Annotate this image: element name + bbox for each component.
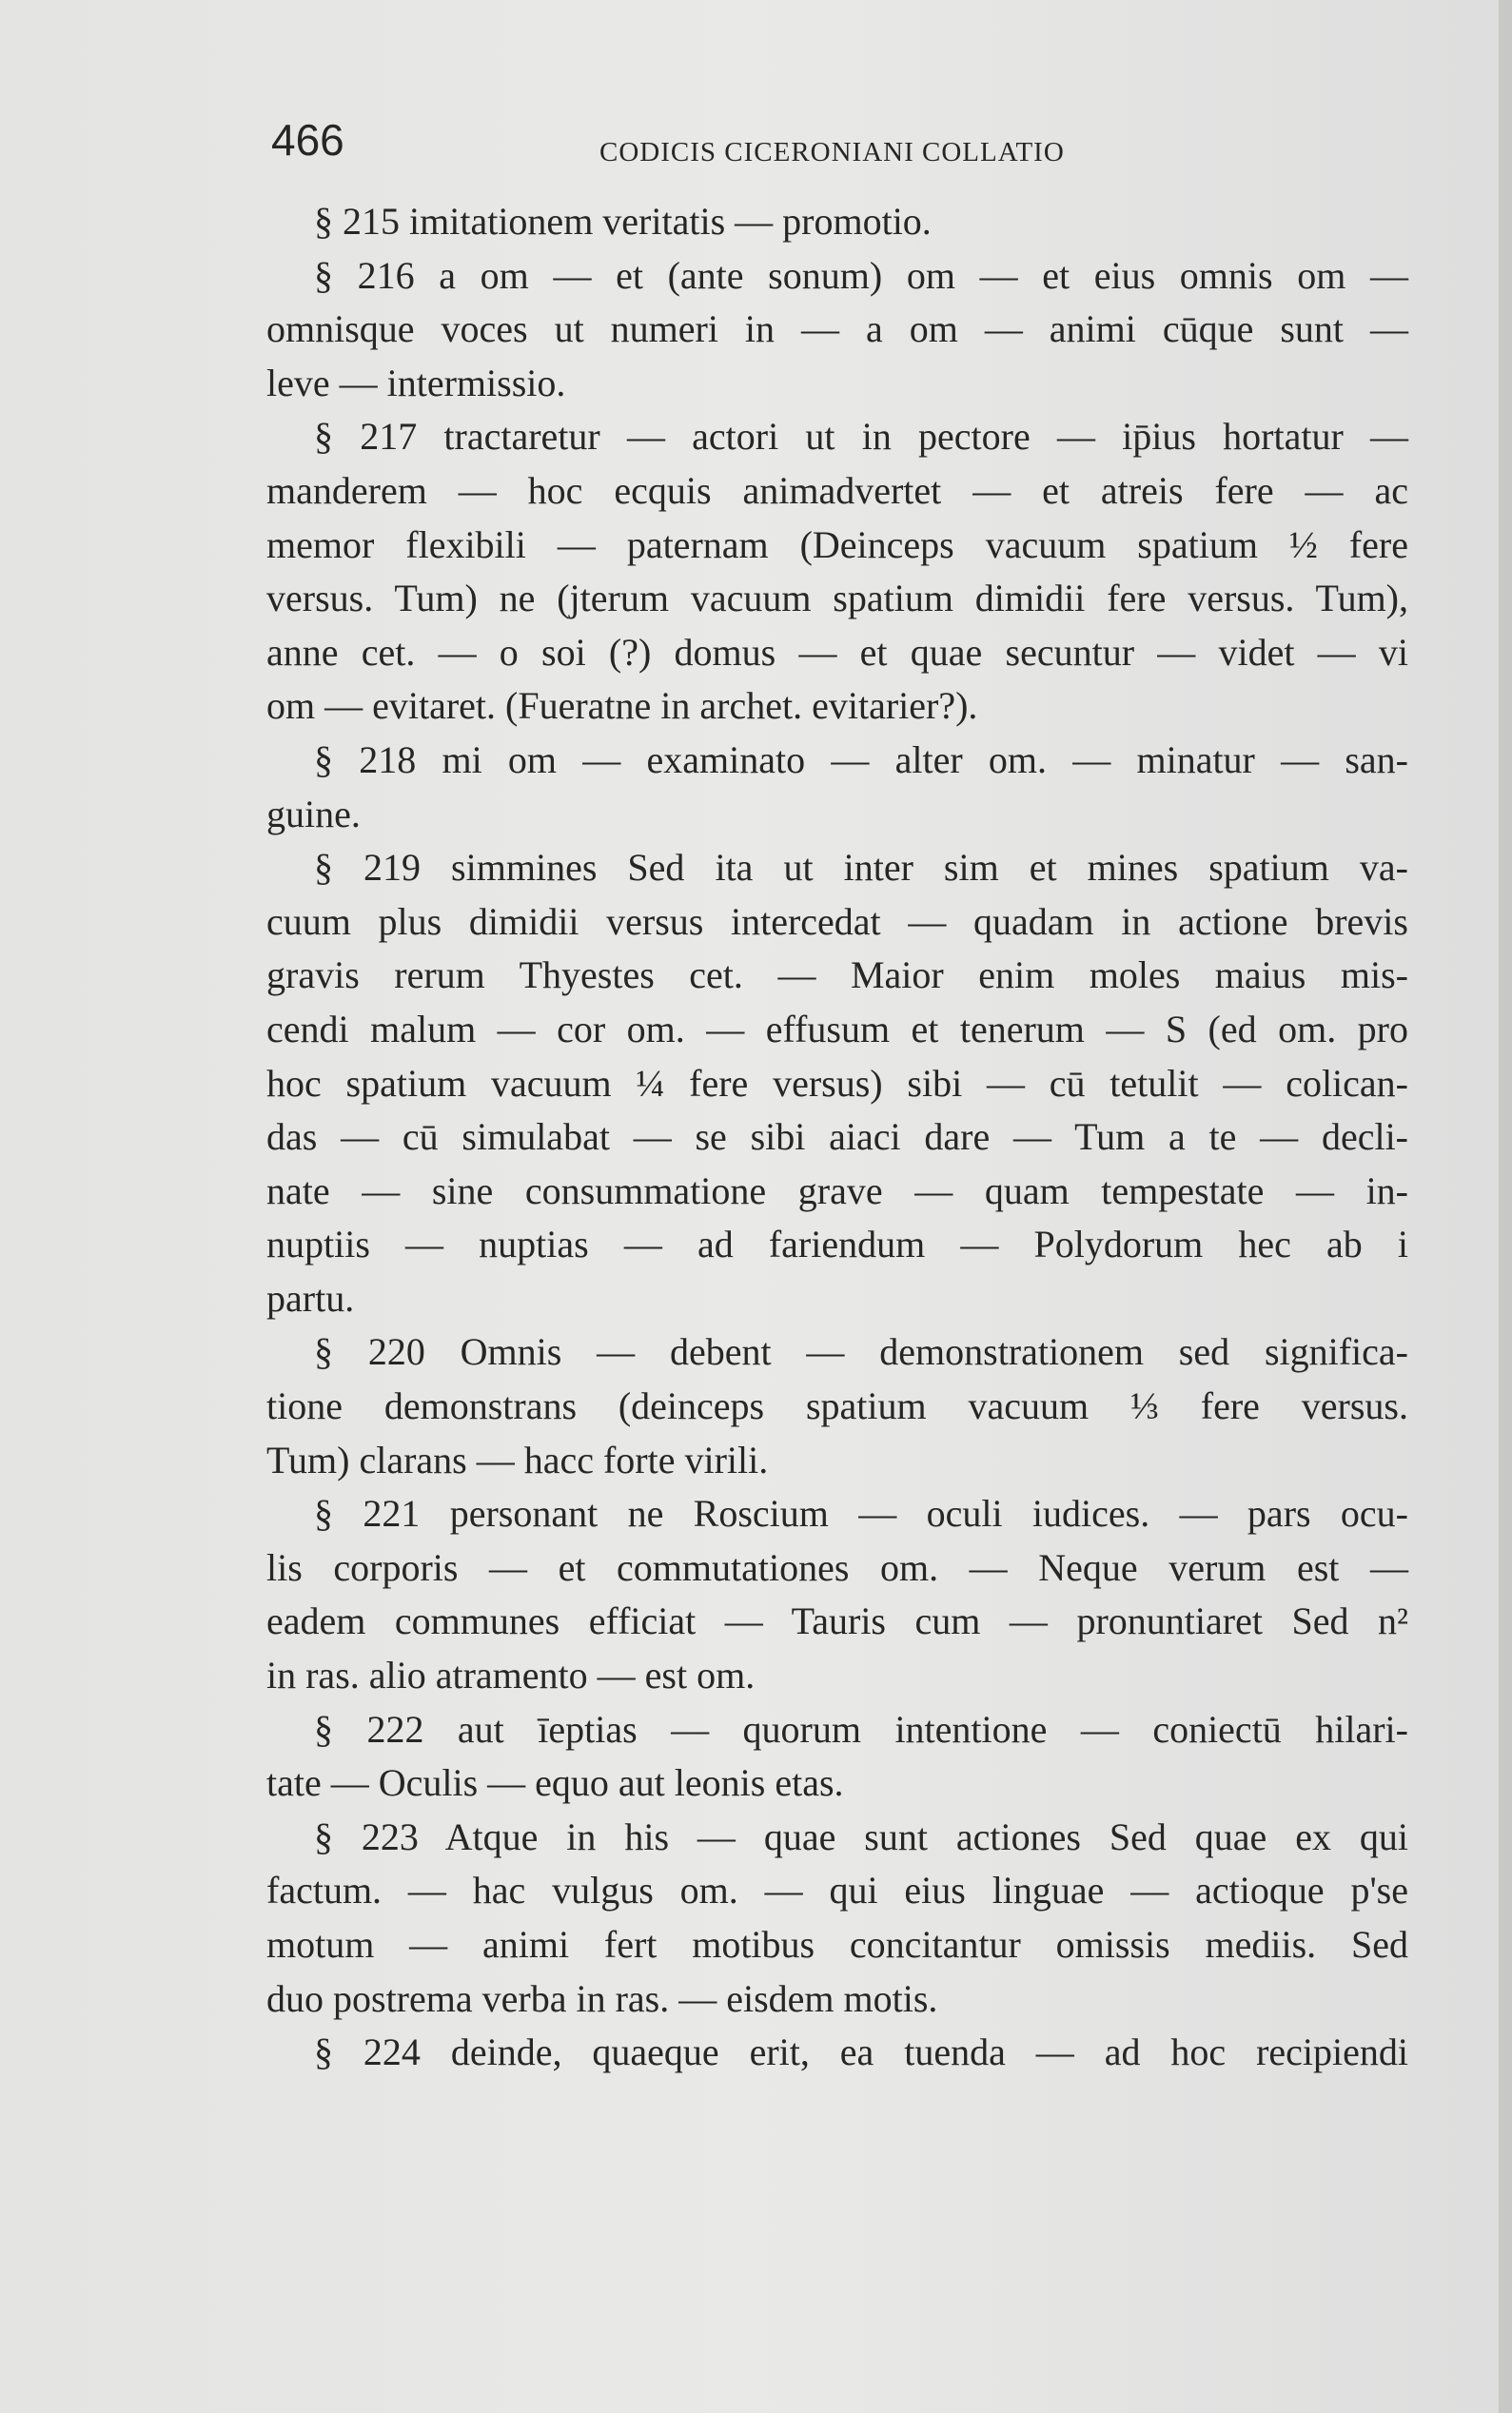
- text-line: nuptiis — nuptias — ad fariendum — Polydorum hec ab i: [266, 1223, 1408, 1266]
- text-line: nate — sine consummatione grave — quam tempestate — in-: [266, 1168, 1408, 1212]
- text-line: § 223 Atque in his — quae sunt actiones Sed quae ex qui: [314, 1815, 1408, 1858]
- text-line: § 218 mi om — examinato — alter om. — minatur — san-: [314, 737, 1408, 781]
- text-line: omnisque voces ut numeri in — a om — animi cūque sunt —: [266, 307, 1408, 351]
- paragraph: [266, 841, 1408, 1325]
- text-line: § 221 personant ne Roscium — oculi iudices. — pars ocu-: [314, 1492, 1408, 1536]
- text-line: § 216 a om — et (ante sonum) om — et eius omnis om —: [314, 253, 1408, 297]
- paragraph: [266, 249, 1408, 411]
- paragraph: [266, 195, 1408, 249]
- paragraph: [266, 1703, 1408, 1811]
- text-line: § 224 deinde, quaeque erit, ea tuenda — ad hoc recipiendi: [314, 2030, 1408, 2074]
- text-line: § 222 aut īeptias — quorum intentione — coniectū hilari-: [314, 1707, 1408, 1751]
- text-line: factum. — hac vulgus om. — qui eius linguae — actioque p'se: [266, 1869, 1408, 1913]
- text-line: § 220 Omnis — debent — demonstrationem sed significa-: [314, 1330, 1408, 1374]
- text-line: leve — intermissio.: [266, 361, 566, 404]
- text-line: § 215 imitationem veritatis — promotio.: [314, 200, 932, 243]
- text-line: partu.: [266, 1276, 355, 1320]
- text-line: memor flexibili — paternam (Deinceps vacuum spatium ½ fere: [266, 522, 1408, 566]
- text-line: § 219 simmines Sed ita ut inter sim et mines spatium va-: [314, 846, 1408, 890]
- text-line: tate — Oculis — equo aut leonis etas.: [266, 1761, 844, 1805]
- paragraph: [266, 410, 1408, 734]
- text-line: om — evitaret. (Fueratne in archet. evitarier?).: [266, 684, 978, 728]
- text-line: hoc spatium vacuum ¼ fere versus) sibi — cū tetulit — colican-: [266, 1061, 1408, 1105]
- paragraph: [266, 1487, 1408, 1702]
- text-line: cendi malum — cor om. — effusum et tenerum — S (ed om. pro: [266, 1007, 1408, 1050]
- text-line: gravis rerum Thyestes cet. — Maior enim moles maius mis-: [266, 953, 1408, 997]
- text-line: das — cū simulabat — se sibi aiaci dare — Tum a te — decli-: [266, 1115, 1408, 1159]
- text-line: cuum plus dimidii versus intercedat — quadam in actione brevis: [266, 899, 1408, 943]
- text-line: manderem — hoc ecquis animadvertet — et atreis fere — ac: [266, 468, 1408, 512]
- running-head: CODICIS CICERONIANI COLLATIO: [599, 137, 1065, 167]
- text-line: eadem communes efficiat — Tauris cum — pronuntiaret Sed n²: [266, 1599, 1408, 1643]
- text-line: anne cet. — o soi (?) domus — et quae secuntur — videt — vi: [266, 630, 1408, 674]
- page-body: [266, 195, 1408, 2080]
- text-line: Tum) clarans — hacc forte virili.: [266, 1438, 769, 1481]
- paragraph: [266, 2026, 1408, 2080]
- paragraph: [266, 734, 1408, 841]
- page-number: 466: [271, 115, 344, 165]
- text-line: duo postrema verba in ras. — eisdem motis.: [266, 1976, 938, 2020]
- paragraph: [266, 1325, 1408, 1487]
- text-line: § 217 tractaretur — actori ut in pectore — ip̄ius hortatur —: [314, 415, 1408, 459]
- text-line: in ras. alio atramento — est om.: [266, 1654, 756, 1697]
- text-line: motum — animi fert motibus concitantur omissis mediis. Sed: [266, 1923, 1408, 1966]
- page-header: [271, 114, 1413, 171]
- text-line: versus. Tum) ne (jterum vacuum spatium dimidii fere versus. Tum),: [266, 577, 1408, 620]
- text-line: tione demonstrans (deinceps spatium vacuum ⅓ fere versus.: [266, 1384, 1408, 1428]
- text-line: lis corporis — et commutationes om. — Neque verum est —: [266, 1545, 1408, 1589]
- text-line: guine.: [266, 792, 361, 835]
- paragraph: [266, 1811, 1408, 2026]
